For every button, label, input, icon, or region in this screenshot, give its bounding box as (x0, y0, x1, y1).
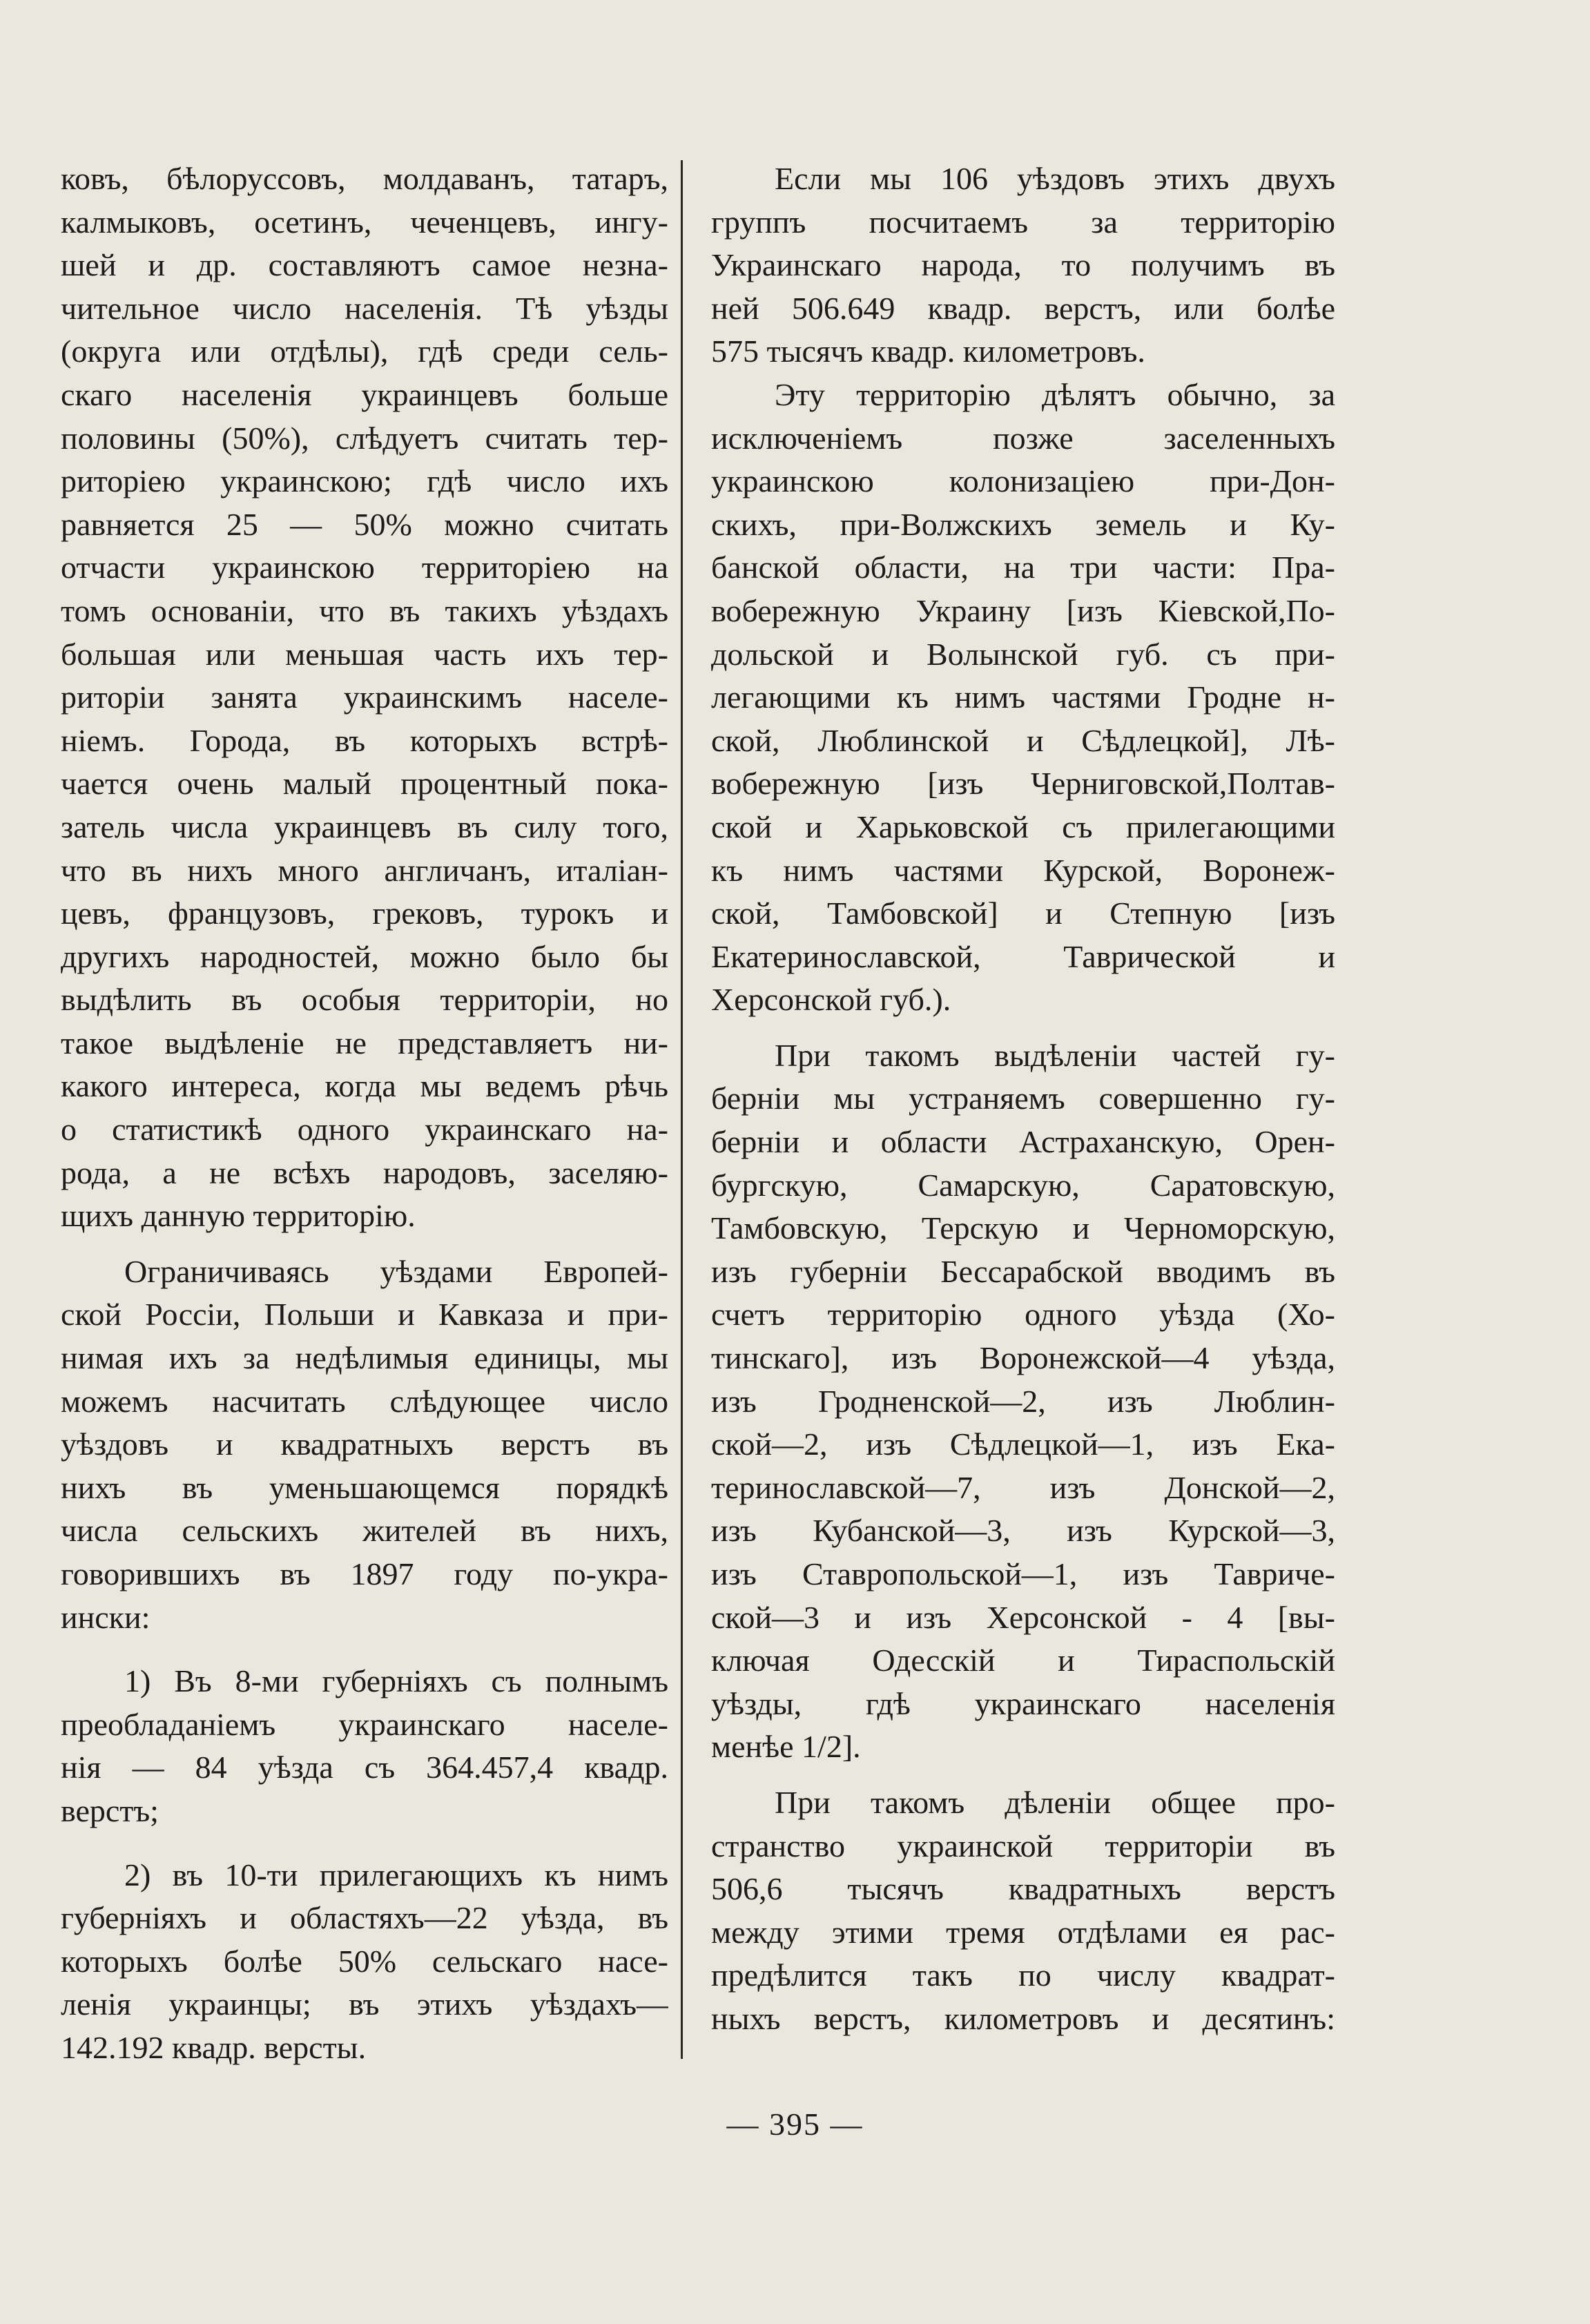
text-line: такое выдѣленіе не представляетъ ни- (61, 1025, 668, 1061)
text-line: риторіею украинскою; гдѣ число ихъ (61, 463, 668, 499)
text-line: группъ посчитаемъ за территорію (711, 204, 1335, 240)
paragraph-gap (61, 1639, 668, 1660)
text-line: При такомъ дѣленіи общее про- (711, 1784, 1335, 1820)
text-line: говорившихъ въ 1897 году по-укра- (61, 1556, 668, 1591)
text-line: ковъ, бѣлоруссовъ, молдаванъ, татаръ, (61, 161, 668, 196)
text-line: изъ Кубанской—3, изъ Курской—3, (711, 1513, 1335, 1549)
text-line: Эту территорію дѣлятъ обычно, за (711, 376, 1335, 412)
text-line: преобладаніемъ украинскаго населе- (61, 1706, 668, 1742)
text-line: изъ Гродненской—2, изъ Люблин- (711, 1383, 1335, 1419)
text-line: ской, Тамбовской] и Степную [изъ (711, 895, 1335, 931)
paragraph-gap (711, 1022, 1335, 1034)
paragraph-gap (61, 1238, 668, 1250)
text-line: вобережную Украину [изъ Кіевской,По- (711, 592, 1335, 628)
text-line: Екатеринославской, Таврической и (711, 938, 1335, 974)
text-line: менѣе 1/2]. (711, 1729, 861, 1765)
text-line: При такомъ выдѣленіи частей гу- (711, 1037, 1335, 1073)
text-line: ской Россіи, Польши и Кавказа и при- (61, 1297, 668, 1333)
text-line: скихъ, при-Волжскихъ земель и Ку- (711, 506, 1335, 542)
text-line: бургскую, Самарскую, Саратовскую, (711, 1167, 1335, 1203)
text-line: ской—2, изъ Сѣдлецкой—1, изъ Ека- (711, 1426, 1335, 1462)
text-line: 575 тысячъ квадр. километровъ. (711, 333, 1145, 369)
text-line: Херсонской губ.). (711, 982, 951, 1018)
text-line: берніи и области Астраханскую, Орен- (711, 1124, 1335, 1160)
text-line: исключеніемъ позже заселенныхъ (711, 420, 1335, 456)
text-line: (округа или отдѣлы), гдѣ среди сель- (61, 333, 668, 369)
text-line: нимая ихъ за недѣлимыя единицы, мы (61, 1340, 668, 1376)
text-line: губерніяхъ и областяхъ—22 уѣзда, въ (61, 1900, 668, 1936)
text-line: какого интереса, когда мы ведемъ рѣчь (61, 1068, 668, 1104)
text-line: 2) въ 10-ти прилегающихъ къ нимъ (61, 1857, 668, 1892)
text-line: верстъ; (61, 1792, 159, 1828)
paragraph-gap (711, 1769, 1335, 1781)
text-line: томъ основаніи, что въ такихъ уѣздахъ (61, 592, 668, 628)
text-line: о статистикѣ одного украинскаго на- (61, 1112, 668, 1148)
text-line: ней 506.649 квадр. верстъ, или болѣе (711, 290, 1335, 326)
text-line: Если мы 106 уѣздовъ этихъ двухъ (711, 161, 1335, 196)
text-line: уѣзды, гдѣ украинскаго населенія (711, 1685, 1335, 1721)
text-line: можемъ насчитать слѣдующее число (61, 1383, 668, 1419)
text-line: щихъ данную территорію. (61, 1198, 416, 1234)
text-line: ской и Харьковской съ прилегающими (711, 808, 1335, 844)
text-line: дольской и Волынской губ. съ при- (711, 636, 1335, 672)
text-line: ской—3 и изъ Херсонской - 4 [вы- (711, 1599, 1335, 1635)
left-text-column (61, 157, 668, 2070)
text-line: тинскаго], изъ Воронежской—4 уѣзда, (711, 1340, 1335, 1376)
text-line: равняется 25 — 50% можно считать (61, 506, 668, 542)
text-line: цевъ, французовъ, грековъ, турокъ и (61, 895, 668, 931)
text-line: другихъ народностей, можно было бы (61, 938, 668, 974)
text-line: чительное число населенія. Тѣ уѣзды (61, 290, 668, 326)
text-line: изъ губерніи Бессарабской вводимъ въ (711, 1253, 1335, 1289)
text-line: ключая Одесскій и Тираспольскій (711, 1643, 1335, 1678)
text-line: калмыковъ, осетинъ, чеченцевъ, ингу- (61, 204, 668, 240)
text-line: затель числа украинцевъ въ силу того, (61, 808, 668, 844)
text-line: числа сельскихъ жителей въ нихъ, (61, 1513, 668, 1549)
text-line: уѣздовъ и квадратныхъ верстъ въ (61, 1426, 668, 1462)
column-divider-rule (681, 160, 683, 2059)
text-line: шей и др. составляютъ самое незна- (61, 247, 668, 283)
text-line: риторіи занята украинскимъ населе- (61, 679, 668, 715)
text-line: ински: (61, 1599, 151, 1635)
text-line: нія — 84 уѣзда съ 364.457,4 квадр. (61, 1750, 668, 1785)
text-line: половины (50%), слѣдуетъ считать тер- (61, 420, 668, 456)
text-line: берніи мы устраняемъ совершенно гу- (711, 1081, 1335, 1116)
text-line: банской области, на три части: Пра- (711, 550, 1335, 585)
text-line: вобережную [изъ Черниговской,Полтав- (711, 766, 1335, 802)
text-line: 142.192 квадр. версты. (61, 2029, 367, 2065)
text-line: странство украинской территоріи въ (711, 1828, 1335, 1863)
text-line: нихъ въ уменьшающемся порядкѣ (61, 1469, 668, 1505)
text-line: счетъ территорію одного уѣзда (Хо- (711, 1297, 1335, 1333)
text-line: выдѣлить въ особыя территоріи, но (61, 982, 668, 1018)
paragraph-gap (61, 1833, 668, 1854)
text-line: ленія украинцы; въ этихъ уѣздахъ— (61, 1986, 668, 2022)
text-line: что въ нихъ много англичанъ, италіан- (61, 852, 668, 888)
text-line: Ограничиваясь уѣздами Европей- (61, 1253, 668, 1289)
text-line: отчасти украинскою территоріею на (61, 550, 668, 585)
text-line: между этими тремя отдѣлами ея рас- (711, 1914, 1335, 1950)
right-text-column (711, 157, 1335, 2041)
text-line: которыхъ болѣе 50% сельскаго насе- (61, 1943, 668, 1979)
text-line: Тамбовскую, Терскую и Черноморскую, (711, 1210, 1335, 1246)
text-line: къ нимъ частями Курской, Воронеж- (711, 852, 1335, 888)
page-number: — 395 — (726, 2107, 864, 2142)
text-line: большая или меньшая часть ихъ тер- (61, 636, 668, 672)
text-line: скаго населенія украинцевъ больше (61, 376, 668, 412)
text-line: предѣлится такъ по числу квадрат- (711, 1957, 1335, 1993)
text-line: Украинскаго народа, то получимъ въ (711, 247, 1335, 283)
text-line: чается очень малый процентный пока- (61, 766, 668, 802)
text-line: ныхъ верстъ, километровъ и десятинъ: (711, 2000, 1335, 2036)
text-line: 506,6 тысячъ квадратныхъ верстъ (711, 1871, 1335, 1907)
text-line: ніемъ. Города, въ которыхъ встрѣ- (61, 722, 668, 758)
text-line: теринославской—7, изъ Донской—2, (711, 1469, 1335, 1505)
text-line: 1) Въ 8-ми губерніяхъ съ полнымъ (61, 1663, 668, 1699)
text-line: украинскою колонизаціею при-Дон- (711, 463, 1335, 499)
text-line: ской, Люблинской и Сѣдлецкой], Лѣ- (711, 722, 1335, 758)
text-line: легающими къ нимъ частями Гродне н- (711, 679, 1335, 715)
text-line: изъ Ставропольской—1, изъ Тавриче- (711, 1556, 1335, 1591)
text-line: рода, а не всѣхъ народовъ, заселяю- (61, 1154, 668, 1190)
